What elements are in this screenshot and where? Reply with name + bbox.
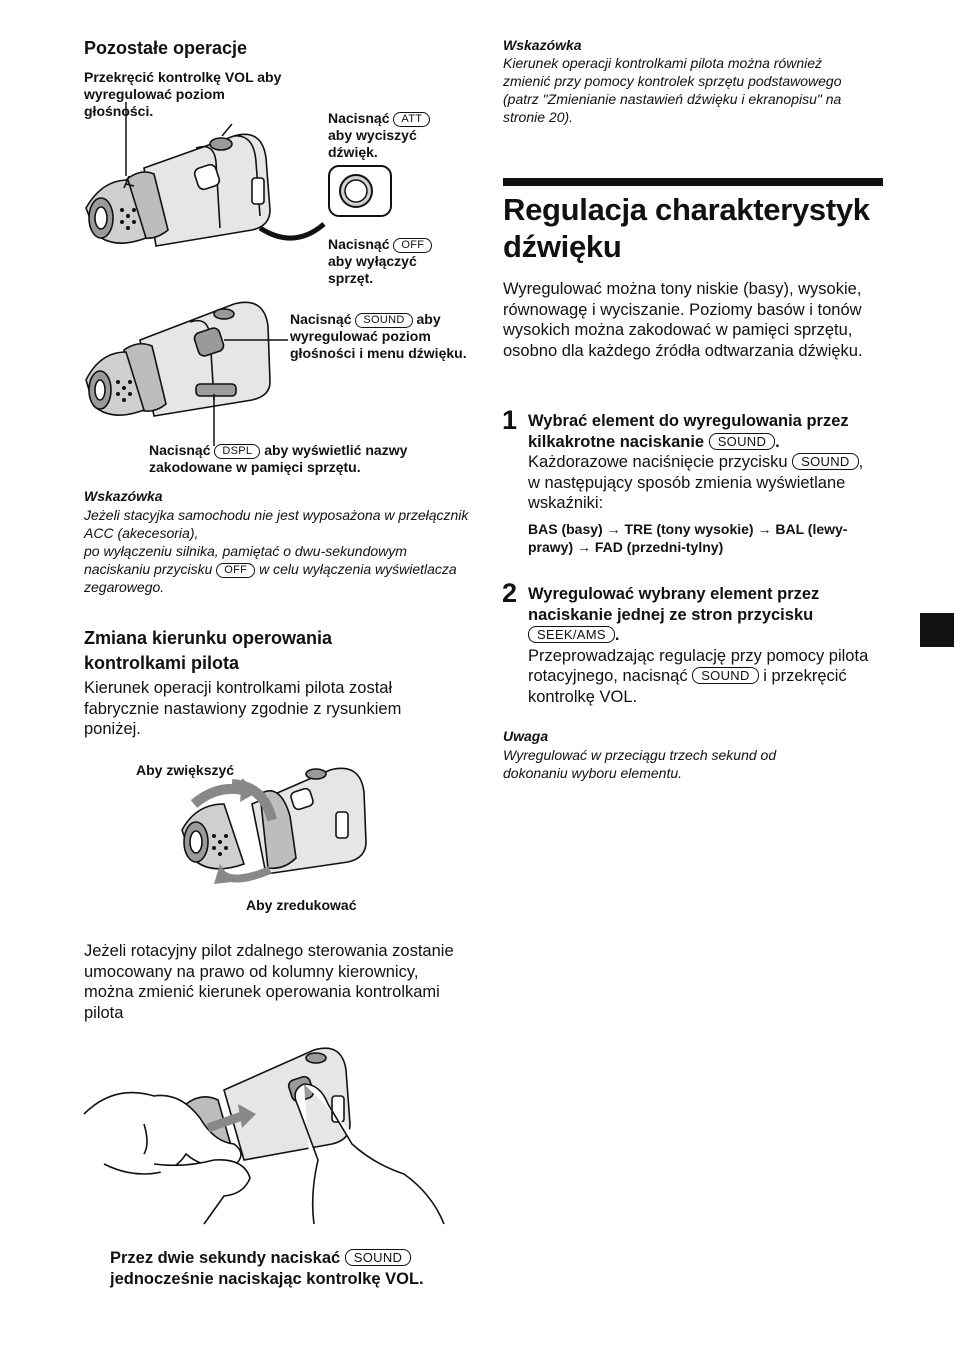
main-title: Regulacja charakterystyk dźwięku [503,192,870,264]
step2-number: 2 [502,578,518,608]
intro-body: Wyregulować można tony niskie (basy), wysokie, równowagę i wyciszanie. Poziomy basów i tonów wysokich można zakodować w pamięci sprzętu, osobno dla każdego źródła odtwarzania dźwięku. [503,280,863,360]
att-key: ATT [393,112,430,127]
section2-body: Kierunek operacji kontrolkami pilota został fabrycznie nastawiony zgodnie z rysunkiem poniżej. [84,679,402,738]
att-label: Nacisnąć ATT aby wyciszyć dźwięk. [328,110,458,161]
off-key: OFF [393,238,432,253]
step2-heading: Wyregulować wybrany element przez naciskanie jednej ze stron przycisku SEEK/AMS . [528,585,820,644]
sound-label: Nacisnąć SOUND aby wyregulować poziom głośności i menu dźwięku. [290,311,467,361]
step2 [528,584,873,707]
step1-sound-key-2: SOUND [792,453,858,470]
off-label: Nacisnąć OFF aby wyłączyć sprzęt. [328,236,458,287]
sound-key: SOUND [355,313,412,328]
tip1-body: Jeżeli stacyjka samochodu nie jest wyposażona w przełącznik ACC (akecesoria), po wyłączeniu silnika, pamiętać o dwu-sekundowym naciskaniu przycisku OFF w celu wyłączenia wyświetlacza zegarowego. [84,507,469,595]
hand-icon [84,1044,448,1224]
dspl-key: DSPL [214,444,260,459]
tip1-off-key: OFF [216,563,255,578]
bottom-sound-key: SOUND [345,1249,411,1266]
rotate-arrow-icon [180,760,370,898]
bottom-caption: Przez dwie sekundy naciskać SOUND jednocześnie naciskając kontrolkę VOL. [110,1249,424,1288]
step1-text: Każdorazowe naciśnięcie przycisku SOUND , w następujący sposób zmienia wyświetlane wskaźniki: [528,453,864,512]
note-body: Wyregulować w przeciągu trzech sekund od dokonaniu wyboru elementu. [503,747,777,781]
step2-text: Przeprowadzając regulację przy pomocy pilota rotacyjnego, nacisnąć SOUND i przekręcić kontrolkę VOL. [528,646,869,706]
section-title-other-operations: Pozostałe operacje [84,38,248,58]
page-tab [920,613,954,647]
rotary-commander-icon [84,296,294,446]
att-button-icon [326,164,396,220]
section-title-direction: Zmiana kierunku operowania kontrolkami pilota [84,628,333,673]
step1-sequence: BAS (basy) → TRE (tony wysokie) → BAL (lewy-prawy) → FAD (przedni-tylny) [528,520,848,555]
rotary-commander-icon [84,118,324,258]
dspl-label: Nacisnąć DSPL aby wyświetlić nazwy zakodowane w pamięci sprzętu. [149,442,408,475]
rotary-body: Jeżeli rotacyjny pilot zdalnego sterowania zostanie umocowany na prawo od kolumny kierownicy, można zmienić kierunek operowania kontrolkami pilota [84,942,454,1022]
vol-label: Przekręcić kontrolkę VOL aby wyregulować poziom głośności. [84,69,282,119]
increase-label: Aby zwiększyć [136,762,235,778]
note-title: Uwaga [503,728,549,744]
tip2-body: Kierunek operacji kontrolkami pilota można również zmienić przy pomocy kontrolek sprzętu podstawowego (patrz "Zmienianie nastawień dźwięku i ekranopisu" na stronie 20). [503,55,842,125]
step1-sound-key: SOUND [709,433,775,450]
decrease-label: Aby zredukować [246,897,357,913]
step1 [528,411,873,556]
step2-sound-key: SOUND [692,667,758,684]
step1-number: 1 [502,405,518,435]
step2-seek-key: SEEK/AMS [528,626,615,643]
title-rule [503,178,883,186]
step1-heading: Wybrać element do wyregulowania przez kilkakrotne naciskanie SOUND . [528,412,849,451]
tip1-title: Wskazówka [84,488,163,504]
tip2-title: Wskazówka [503,37,582,53]
